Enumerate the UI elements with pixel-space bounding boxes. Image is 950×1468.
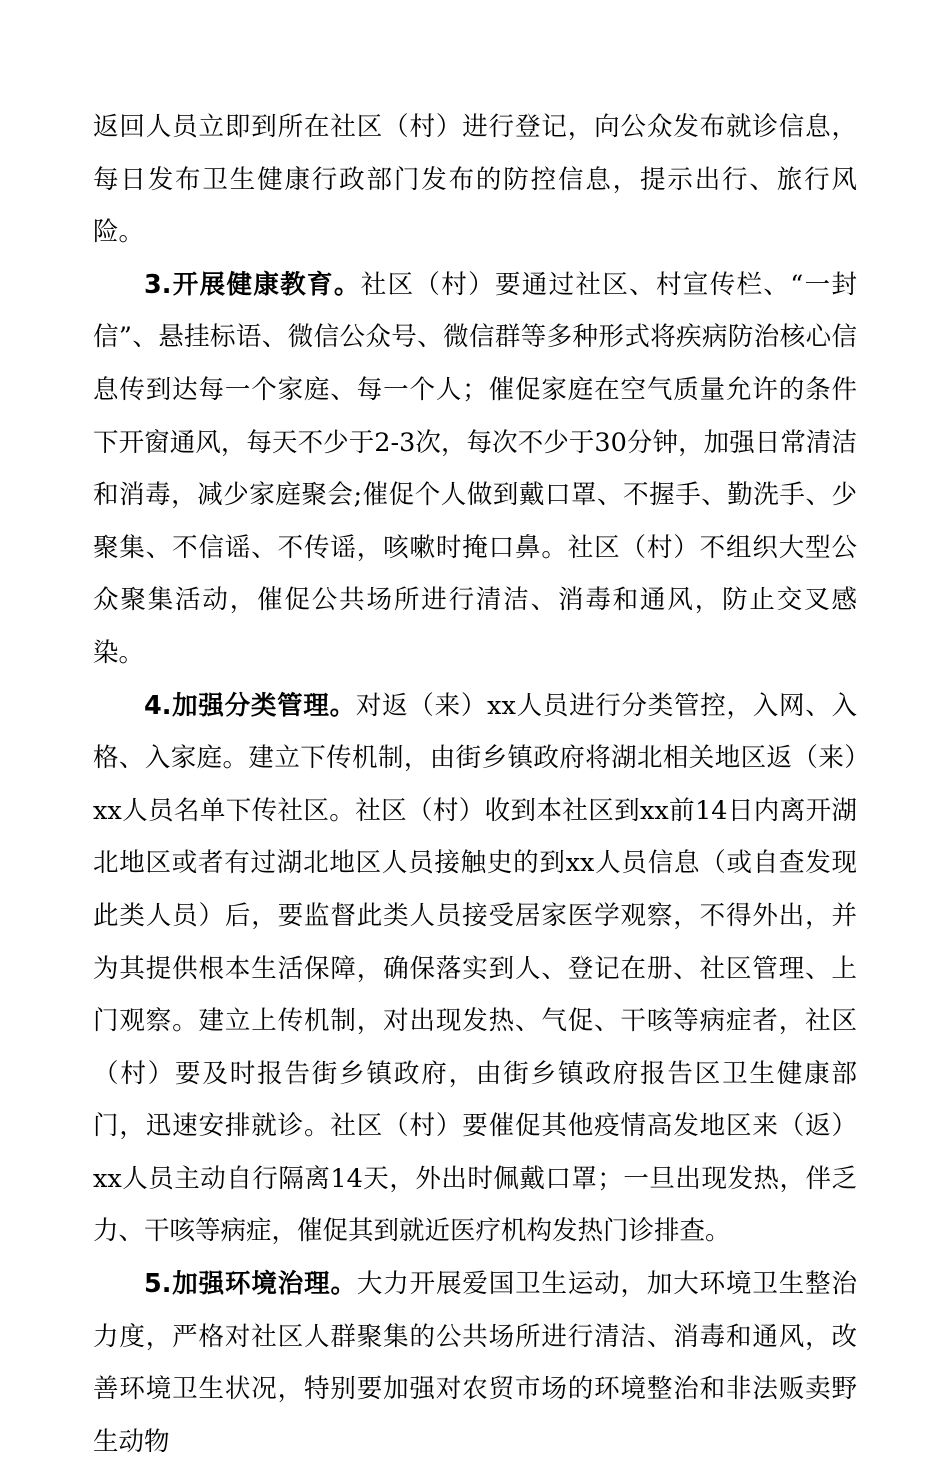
paragraph-heading: 3.开展健康教育。 — [144, 269, 361, 300]
paragraph-classified-management — [93, 680, 857, 1259]
paragraph-heading: 5.加强环境治理。 — [144, 1269, 357, 1300]
paragraph-text: 对返（来）xx人员进行分类管控，入网、入格、入家庭。建立下传机制，由街乡镇政府将湖北相关地区返（来）xx人员名单下传社区。社区（村）收到本社区到xx前14日内离开湖北地区或者有过湖北地区人员接触史的到xx人员信息（或自查发现此类人员）后，要监督此类人员接受居家医学观察，不得外出，并为其提供根本生活保障，确保落实到人、登记在册、社区管理、上门观察。建立上传机制，对出现发热、气促、干咳等病症者，社区（村）要及时报告街乡镇政府，由街乡镇政府报告区卫生健康部门，迅速安排就诊。社区（村）要催促其他疫情高发地区来（返）xx人员主动自行隔离14天，外出时佩戴口罩；一旦出现发热，伴乏力、干咳等病症，催促其到就近医疗机构发热门诊排查。 — [93, 690, 857, 1247]
paragraph-continuation — [93, 101, 857, 259]
paragraph-text: 社区（村）要通过社区、村宣传栏、“一封信”、悬挂标语、微信公众号、微信群等多种形式将疾病防治核心信息传到达每一个家庭、每一个人；催促家庭在空气质量允许的条件下开窗通风，每天不少于2-3次，每次不少于30分钟，加强日常清洁和消毒，减少家庭聚会;催促个人做到戴口罩、不握手、勤洗手、少聚集、不信谣、不传谣，咳嗽时掩口鼻。社区（村）不组织大型公众聚集活动，催促公共场所进行清洁、消毒和通风，防止交叉感染。 — [93, 269, 857, 668]
paragraph-health-education — [93, 259, 857, 680]
paragraph-text: 大力开展爱国卫生运动，加大环境卫生整治力度，严格对社区人群聚集的公共场所进行清洁、消毒和通风，改善环境卫生状况，特别要加强对农贸市场的环境整治和非法贩卖野生动物 — [93, 1269, 857, 1457]
paragraph-heading: 4.加强分类管理。 — [144, 690, 356, 721]
document-body — [93, 101, 857, 1468]
paragraph-environment-governance — [93, 1258, 857, 1468]
paragraph-text: 返回人员立即到所在社区（村）进行登记，向公众发布就诊信息，每日发布卫生健康行政部门发布的防控信息，提示出行、旅行风险。 — [93, 112, 857, 248]
